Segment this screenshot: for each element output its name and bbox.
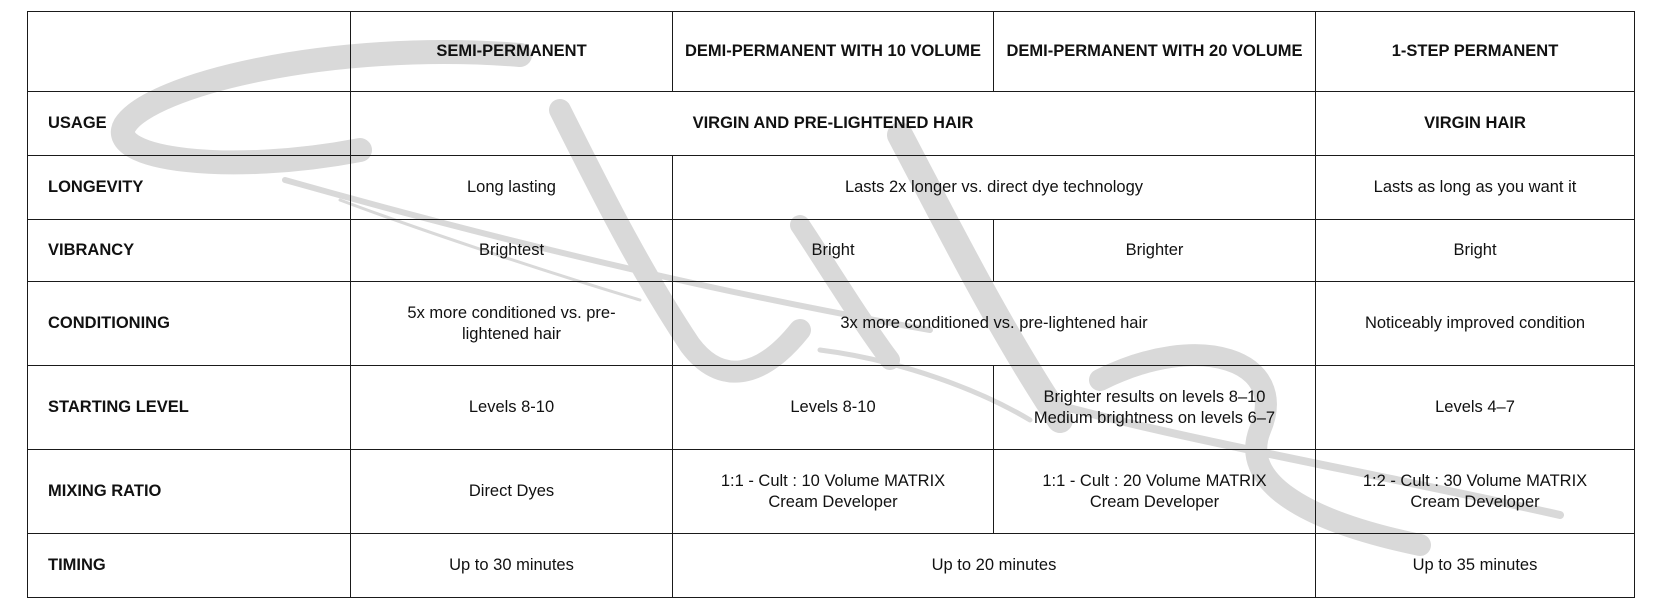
row-label-conditioning: CONDITIONING (28, 282, 351, 366)
mixing-ratio-demi20-line-2: Cream Developer (1089, 492, 1220, 511)
vibrancy-demi10-cell: Bright (673, 219, 994, 282)
mixing-ratio-demi10-line-1: 1:1 - Cult : 10 Volume MATRIX (720, 471, 946, 490)
table-row-longevity (28, 155, 1635, 219)
starting-level-permanent-cell: Levels 4–7 (1316, 366, 1635, 450)
table-row-timing (28, 534, 1635, 598)
longevity-semi-cell: Long lasting (351, 155, 673, 219)
mixing-ratio-demi10-cell (673, 450, 994, 534)
usage-semi-demi-cell: VIRGIN AND PRE-LIGHTENED HAIR (351, 92, 1316, 156)
timing-semi-cell: Up to 30 minutes (351, 534, 673, 598)
vibrancy-semi-cell: Brightest (351, 219, 673, 282)
header-row (28, 12, 1635, 92)
mixing-ratio-demi20-cell (994, 450, 1316, 534)
usage-permanent-cell: VIRGIN HAIR (1316, 92, 1635, 156)
header-demi-permanent-20-volume: DEMI-PERMANENT WITH 20 VOLUME (994, 12, 1316, 92)
row-label-usage: USAGE (28, 92, 351, 156)
starting-level-semi-cell: Levels 8-10 (351, 366, 673, 450)
row-label-mixing-ratio: MIXING RATIO (28, 450, 351, 534)
mixing-ratio-demi10-line-2: Cream Developer (768, 492, 898, 511)
table-row-starting-level (28, 366, 1635, 450)
mixing-ratio-permanent-cell (1316, 450, 1635, 534)
starting-level-demi20-line-1: Brighter results on levels 8–10 (1043, 387, 1266, 406)
table-row-conditioning (28, 282, 1635, 366)
starting-level-demi20-line-2: Medium brightness on levels 6–7 (1033, 408, 1276, 427)
table-row-vibrancy (28, 219, 1635, 282)
header-semi-permanent: SEMI-PERMANENT (351, 12, 673, 92)
header-demi-permanent-10-volume: DEMI-PERMANENT WITH 10 VOLUME (673, 12, 994, 92)
longevity-permanent-cell: Lasts as long as you want it (1316, 155, 1635, 219)
starting-level-demi10-cell: Levels 8-10 (673, 366, 994, 450)
row-label-longevity: LONGEVITY (28, 155, 351, 219)
mixing-ratio-semi-cell: Direct Dyes (351, 450, 673, 534)
conditioning-demi-cell: 3x more conditioned vs. pre-lightened hair (673, 282, 1316, 366)
vibrancy-permanent-cell: Bright (1316, 219, 1635, 282)
conditioning-semi-line-2: lightened hair (461, 324, 562, 343)
conditioning-semi-line-1: 5x more conditioned vs. pre- (407, 303, 616, 322)
table-row-usage (28, 92, 1635, 156)
mixing-ratio-permanent-line-2: Cream Developer (1410, 492, 1540, 511)
timing-permanent-cell: Up to 35 minutes (1316, 534, 1635, 598)
row-label-timing: TIMING (28, 534, 351, 598)
longevity-demi-cell: Lasts 2x longer vs. direct dye technology (673, 155, 1316, 219)
header-1-step-permanent: 1-STEP PERMANENT (1316, 12, 1635, 92)
row-label-starting-level: STARTING LEVEL (28, 366, 351, 450)
conditioning-semi-cell (351, 282, 673, 366)
mixing-ratio-demi20-line-1: 1:1 - Cult : 20 Volume MATRIX (1042, 471, 1267, 490)
conditioning-permanent-cell: Noticeably improved condition (1316, 282, 1635, 366)
starting-level-demi20-cell (994, 366, 1316, 450)
header-corner-cell (28, 12, 351, 92)
hair-color-comparison-table (27, 11, 1635, 598)
vibrancy-demi20-cell: Brighter (994, 219, 1316, 282)
timing-demi-cell: Up to 20 minutes (673, 534, 1316, 598)
table-row-mixing-ratio (28, 450, 1635, 534)
row-label-vibrancy: VIBRANCY (28, 219, 351, 282)
mixing-ratio-permanent-line-1: 1:2 - Cult : 30 Volume MATRIX (1362, 471, 1588, 490)
